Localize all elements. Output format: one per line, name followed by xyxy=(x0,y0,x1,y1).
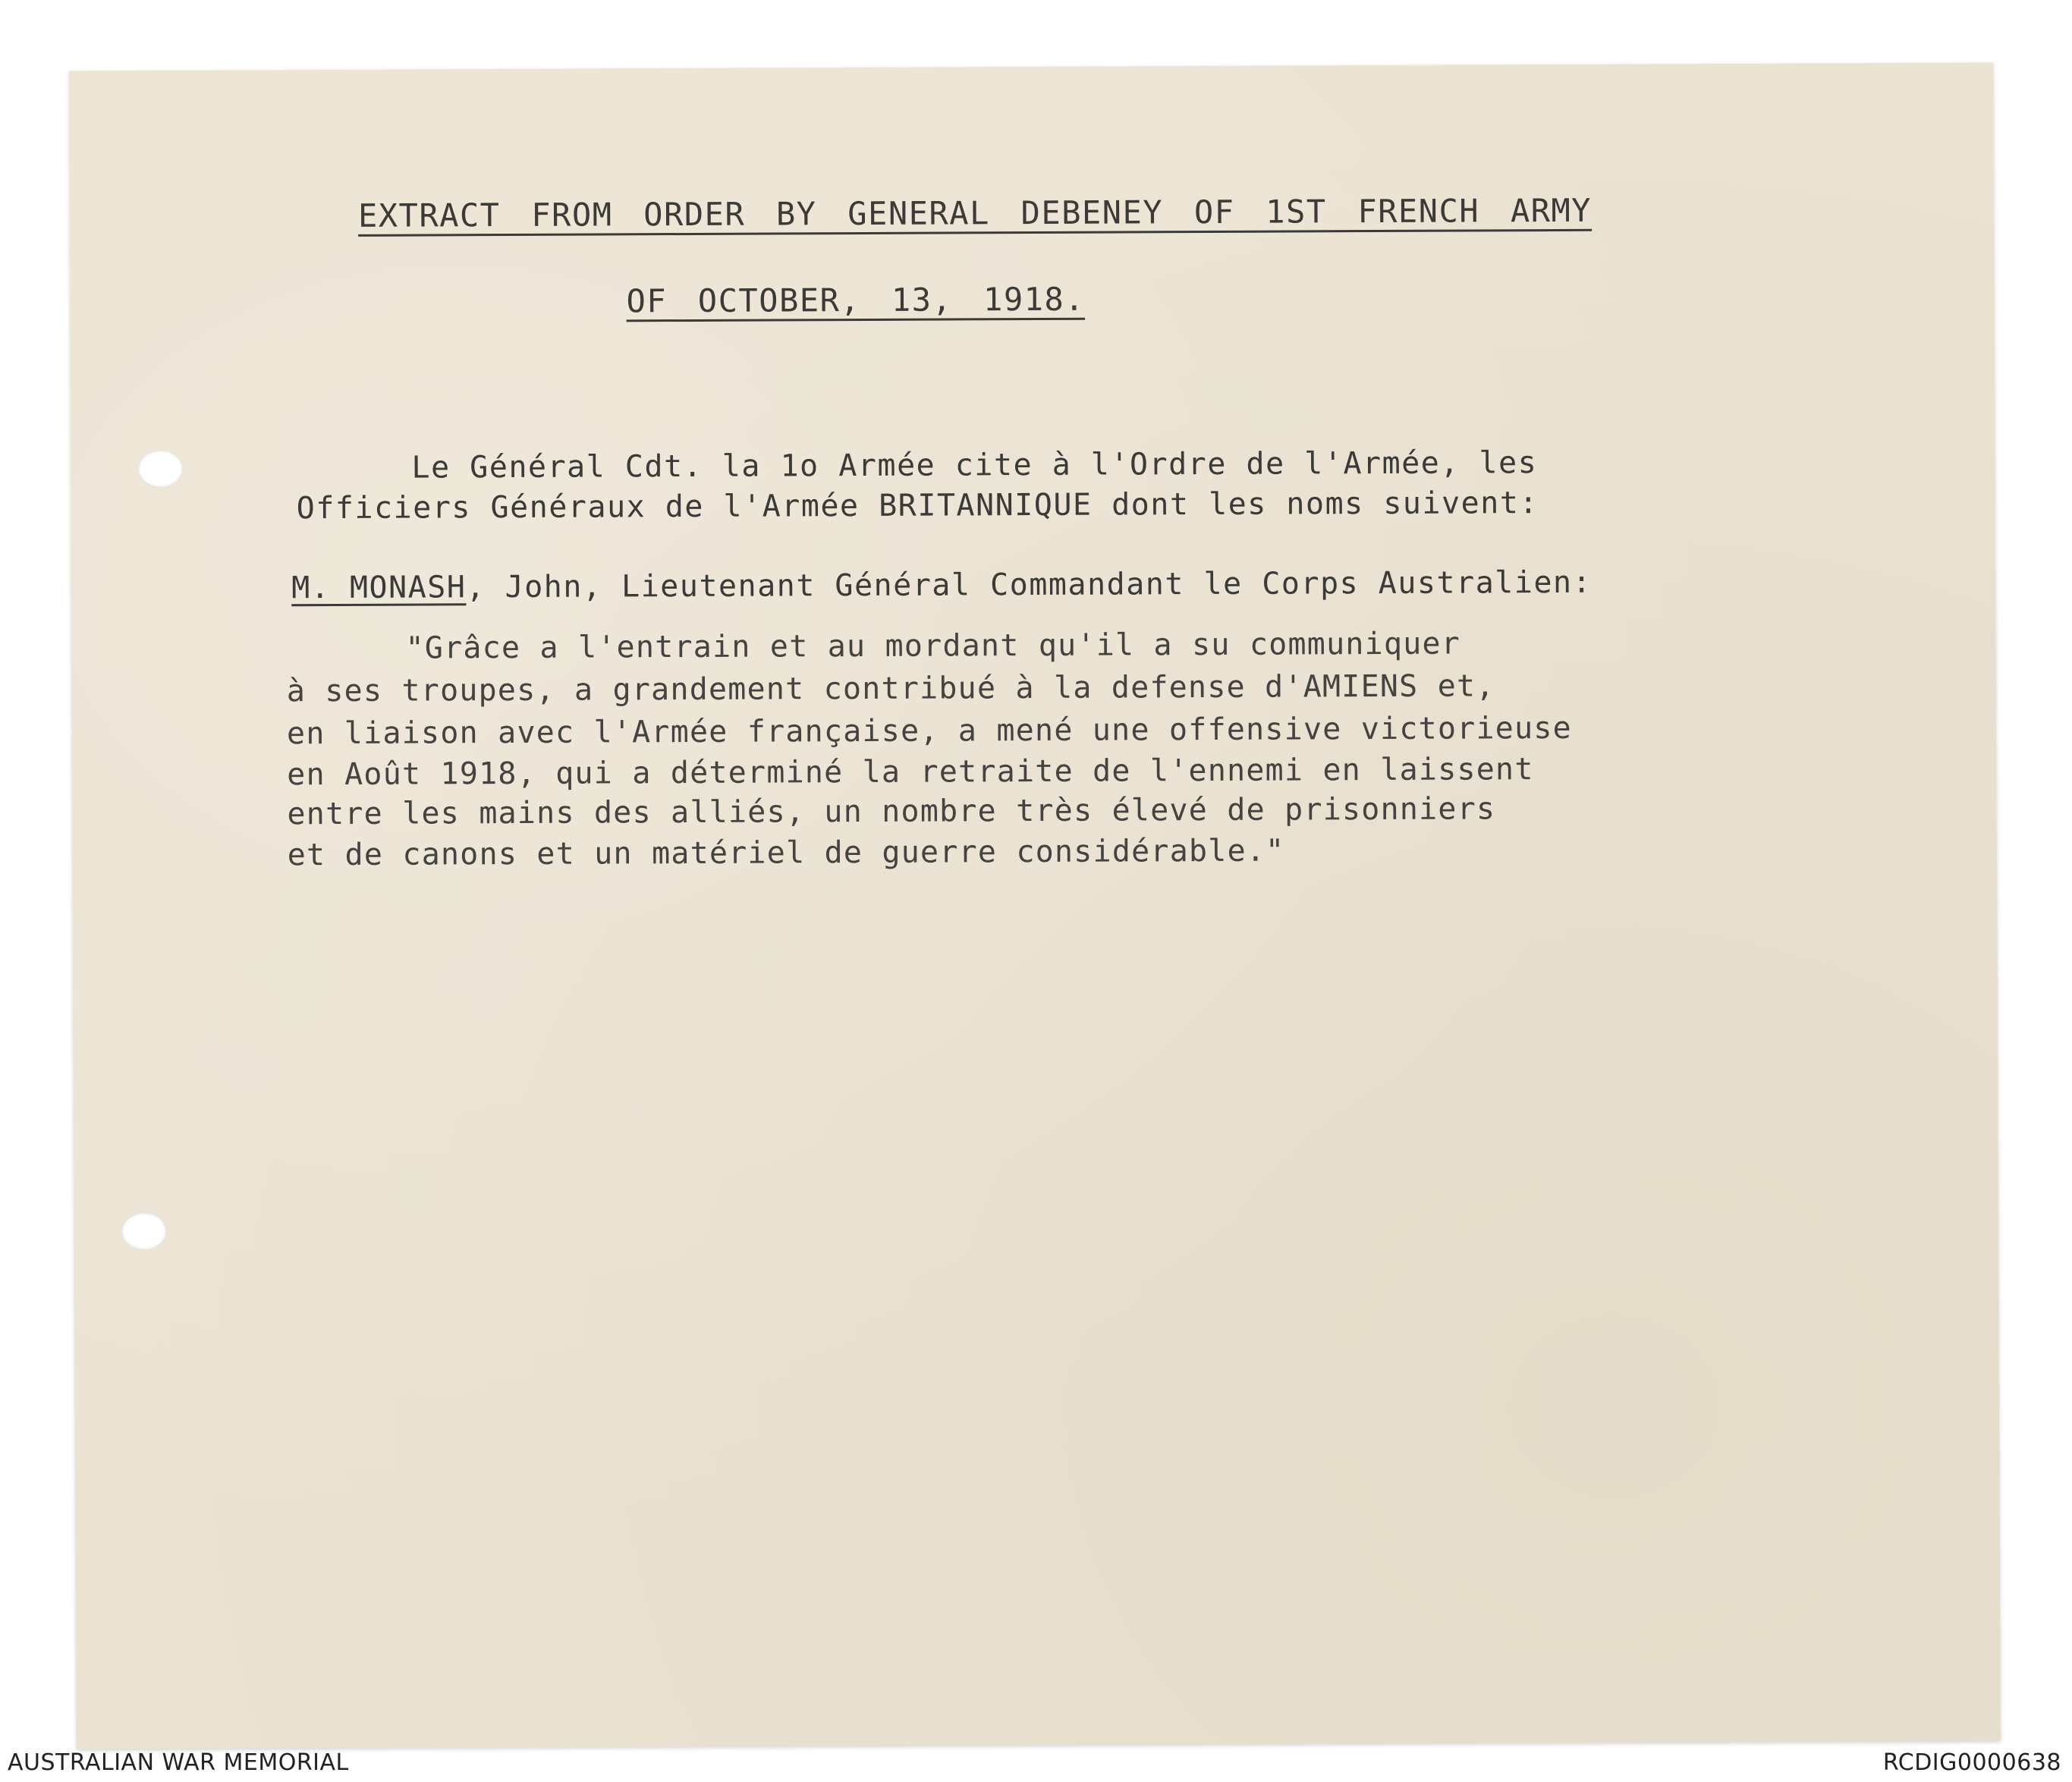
punch-hole-bottom xyxy=(121,1212,167,1250)
heading-line-2: OF OCTOBER, 13, 1918. xyxy=(626,280,1086,320)
intro-line-1: Le Général Cdt. la 1o Armée cite à l'Ordre de l'Armée, les xyxy=(411,445,1538,486)
document-paper xyxy=(69,62,2001,1749)
officer-title: , John, Lieutenant Général Commandant le Corps Australien: xyxy=(466,564,1593,605)
intro-line-2: Officiers Généraux de l'Armée BRITANNIQUE dont les noms suivent: xyxy=(296,486,1539,526)
officer-name: M. MONASH xyxy=(291,570,467,606)
citation-line-5: entre les mains des alliés, un nombre très élevé de prisonniers xyxy=(287,791,1496,832)
citation-line-4: en Août 1918, qui a déterminé la retraite de l'ennemi en laissent xyxy=(287,752,1534,793)
citation-line-2: à ses troupes, a grandement contribué à la defense d'AMIENS et, xyxy=(286,668,1495,709)
citation-line-6: et de canons et un matériel de guerre considérable." xyxy=(287,833,1285,873)
heading-line-1: EXTRACT FROM ORDER BY GENERAL DEBENEY OF 1ST FRENCH ARMY xyxy=(357,191,1593,234)
citation-name-line xyxy=(291,565,1592,605)
footer-institution: AUSTRALIAN WAR MEMORIAL xyxy=(8,1749,349,1776)
punch-hole-top xyxy=(137,450,183,488)
footer-record-id: RCDIG0000638 xyxy=(1882,1749,2061,1776)
citation-line-1: "Grâce a l'entrain et au mordant qu'il a su communiquer xyxy=(405,626,1461,666)
citation-line-3: en liaison avec l'Armée française, a mené une offensive victorieuse xyxy=(286,710,1572,752)
